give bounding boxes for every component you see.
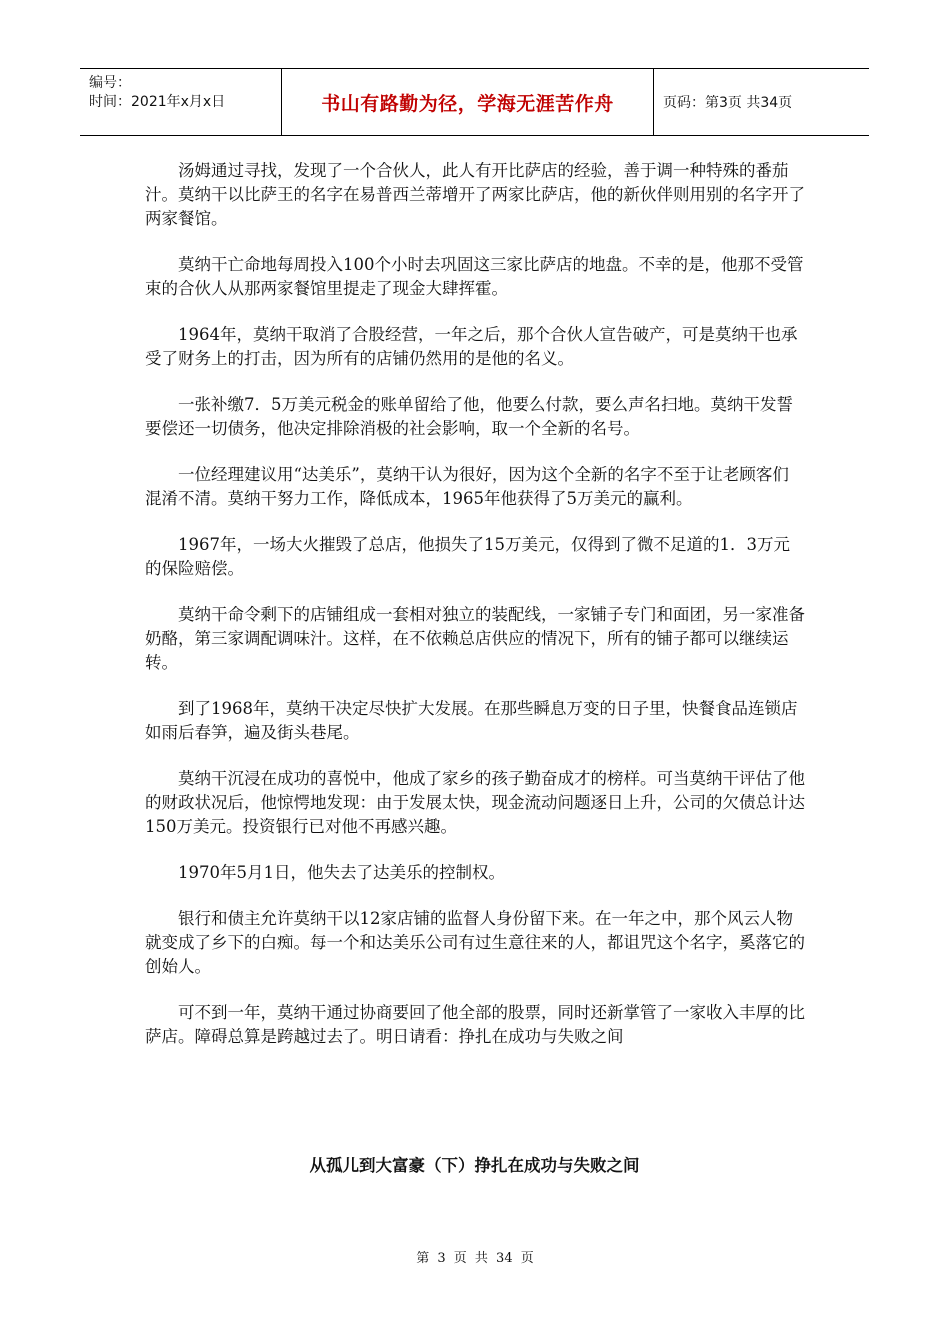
document-date: 时间：2021年x月x日 (89, 94, 226, 110)
paragraph: 1964年，莫纳干取消了合股经营，一年之后，那个合伙人宣告破产，可是莫纳干也承受了财务上的打击，因为所有的店铺仍然用的是他的名义。 (145, 325, 798, 368)
page-header (80, 68, 869, 136)
paragraph: 汤姆通过寻找，发现了一个合伙人，此人有开比萨店的经验，善于调一种特殊的番茄汁。莫纳干以比萨王的名字在易普西兰蒂增开了两家比萨店，他的新伙伴则用别的名字开了两家餐馆。 (145, 161, 805, 228)
section-subtitle: 从孤儿到大富豪（下）挣扎在成功与失败之间 (309, 1156, 640, 1175)
paragraph: 银行和债主允许莫纳干以12家店铺的监督人身份留下来。在一年之中，那个风云人物就变成了乡下的白痴。每一个和达美乐公司有过生意往来的人，都诅咒这个名字，奚落它的创始人。 (145, 909, 805, 976)
paragraph: 莫纳干亡命地每周投入100个小时去巩固这三家比萨店的地盘。不幸的是，他那不受管束的合伙人从那两家餐馆里提走了现金大肆挥霍。 (145, 255, 804, 298)
document-number-label: 编号： (89, 75, 131, 91)
paragraph: 1970年5月1日，他失去了达美乐的控制权。 (178, 863, 505, 882)
header-page-info: 页码：第3页 共34页 (663, 95, 793, 111)
paragraph: 1967年，一场大火摧毁了总店，他损失了15万美元，仅得到了微不足道的1．3万元的保险赔偿。 (145, 535, 790, 578)
header-meta (80, 69, 282, 135)
paragraph: 一张补缴7．5万美元税金的账单留给了他，他要么付款，要么声名扫地。莫纳干发誓要偿还一切债务，他决定排除消极的社会影响，取一个全新的名号。 (145, 395, 793, 438)
paragraph: 可不到一年，莫纳干通过协商要回了他全部的股票，同时还新掌管了一家收入丰厚的比萨店。障碍总算是跨越过去了。明日请看：挣扎在成功与失败之间 (145, 1003, 805, 1046)
paragraph: 到了1968年，莫纳干决定尽快扩大发展。在那些瞬息万变的日子里，快餐食品连锁店如雨后春笋，遍及街头巷尾。 (145, 699, 798, 742)
header-motto: 书山有路勤为径，学海无涯苦作舟 (282, 69, 654, 135)
paragraph: 一位经理建议用“达美乐”，莫纳干认为很好，因为这个全新的名字不至于让老顾客们混淆不清。莫纳干努力工作，降低成本，1965年他获得了5万美元的赢利。 (145, 465, 789, 508)
page-footer: 第 3 页 共 34 页 (416, 1251, 534, 1266)
article-body (145, 159, 805, 1071)
paragraph: 莫纳干沉浸在成功的喜悦中，他成了家乡的孩子勤奋成才的榜样。可当莫纳干评估了他的财政状况后，他惊愕地发现：由于发展太快，现金流动问题逐日上升，公司的欠债总计达150万美元。投资银行已对他不再感兴趣。 (145, 769, 805, 836)
paragraph: 莫纳干命令剩下的店铺组成一套相对独立的装配线，一家铺子专门和面团，另一家准备奶酪，第三家调配调味汁。这样，在不依赖总店供应的情况下，所有的铺子都可以继续运转。 (145, 605, 805, 672)
